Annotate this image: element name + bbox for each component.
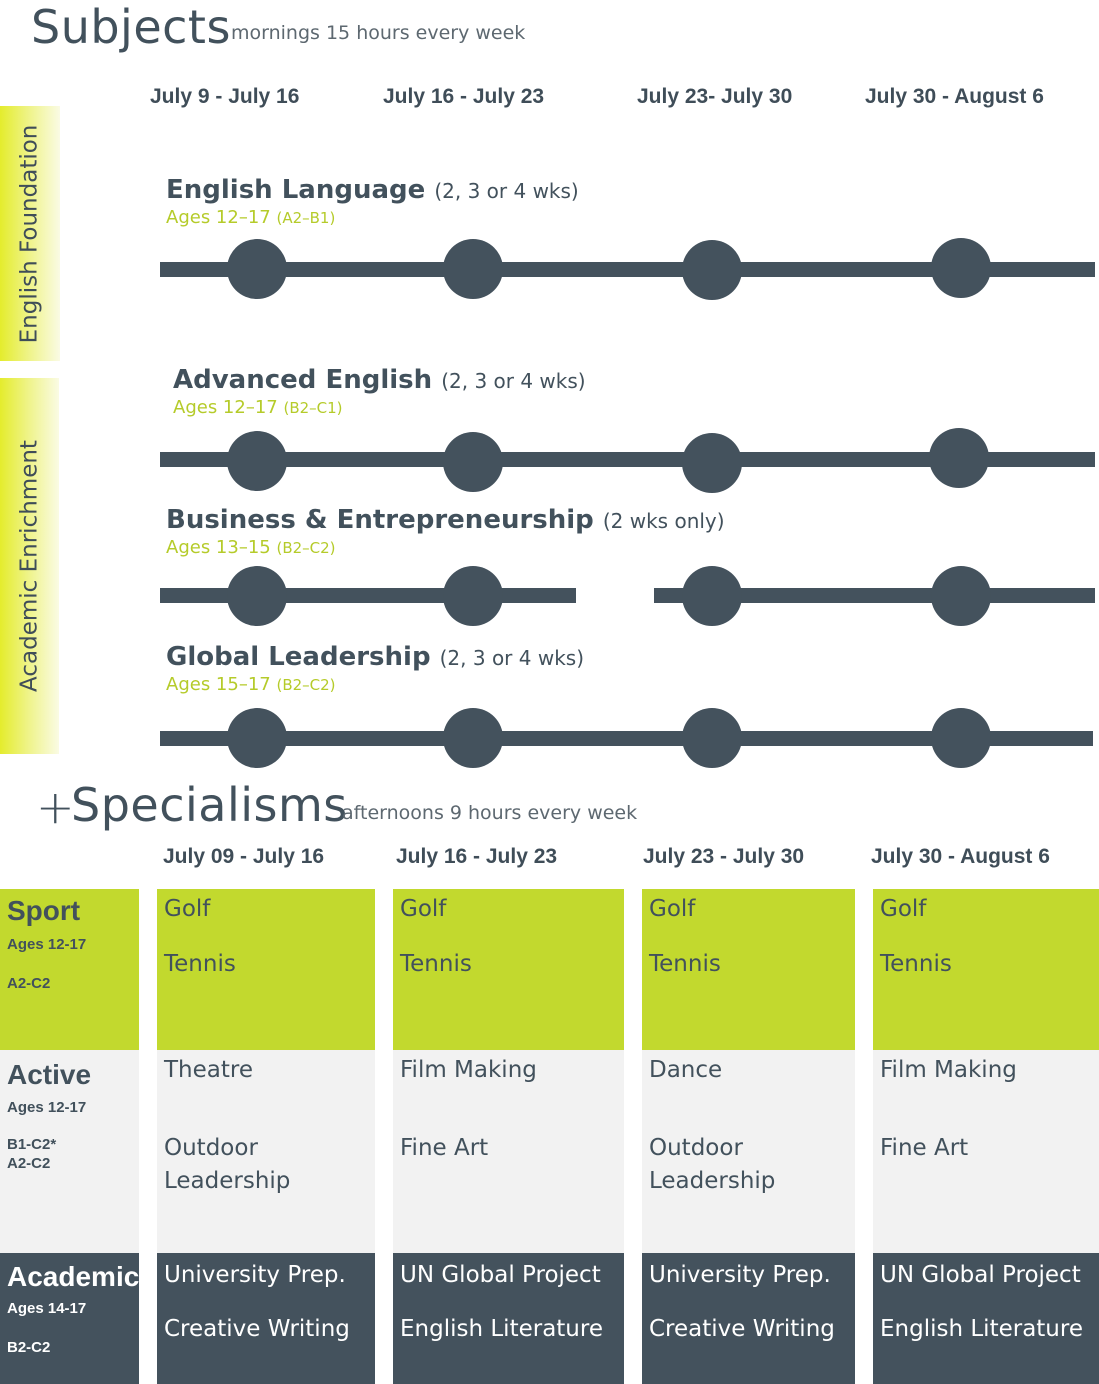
week-dot bbox=[443, 708, 503, 768]
sport-week-4 bbox=[873, 889, 1099, 1050]
course-duration: (2 wks only) bbox=[602, 509, 725, 533]
row-levels: A2-C2 bbox=[7, 975, 51, 992]
academic-week-2 bbox=[393, 1253, 624, 1384]
activity: Tennis bbox=[649, 951, 721, 977]
active-week-1 bbox=[157, 1050, 375, 1253]
course-name: Business & Entrepreneurship bbox=[166, 505, 594, 535]
english-foundation-bar bbox=[0, 106, 60, 361]
activity: Outdoor Leadership bbox=[164, 1135, 291, 1194]
week-dot bbox=[682, 708, 742, 768]
row-levels: B2-C2 bbox=[7, 1339, 51, 1356]
row-ages: Ages 12-17 bbox=[7, 1099, 87, 1116]
activity: Theatre bbox=[164, 1057, 253, 1083]
week-dot bbox=[931, 238, 991, 298]
week-header-3: July 23- July 30 bbox=[637, 85, 793, 108]
row-title: Active bbox=[7, 1059, 92, 1090]
specialisms-subtitle: afternoons 9 hours every week bbox=[342, 802, 638, 824]
course-level: (A2–B1) bbox=[276, 209, 336, 227]
course-ages bbox=[166, 539, 336, 557]
week-dot bbox=[443, 239, 503, 299]
activity: University Prep. bbox=[649, 1262, 831, 1288]
row-title: Sport bbox=[7, 895, 81, 926]
course-title bbox=[166, 644, 584, 670]
activity: Golf bbox=[164, 896, 211, 922]
week-dot bbox=[443, 432, 503, 492]
week-dot bbox=[929, 428, 989, 488]
spec-week-header-3: July 23 - July 30 bbox=[643, 845, 805, 868]
sport-week-1 bbox=[157, 889, 375, 1050]
spec-week-header-2: July 16 - July 23 bbox=[396, 845, 558, 868]
activity: Golf bbox=[649, 896, 696, 922]
activity: Tennis bbox=[880, 951, 952, 977]
course-name: Advanced English bbox=[173, 365, 433, 395]
academic-enrichment-bar bbox=[0, 378, 59, 754]
activity: Tennis bbox=[164, 951, 236, 977]
activity: UN Global Project bbox=[880, 1262, 1081, 1288]
row-header-active bbox=[0, 1050, 139, 1253]
course-age-range: Ages 13–15 bbox=[166, 537, 271, 558]
week-dot bbox=[227, 708, 287, 768]
course-name: English Language bbox=[166, 175, 426, 205]
spec-week-header-4: July 30 - August 6 bbox=[871, 845, 1050, 868]
row-ages: Ages 12-17 bbox=[7, 936, 87, 953]
activity: Golf bbox=[880, 896, 927, 922]
week-dot bbox=[443, 566, 503, 626]
course-ages bbox=[166, 676, 336, 694]
timeline-track bbox=[160, 588, 576, 603]
course-name: Global Leadership bbox=[166, 642, 431, 672]
activity: Tennis bbox=[400, 951, 472, 977]
course-title bbox=[166, 507, 725, 533]
activity: University Prep. bbox=[164, 1262, 346, 1288]
week-dot bbox=[227, 431, 287, 491]
week-header-4: July 30 - August 6 bbox=[865, 85, 1044, 108]
week-header-1: July 9 - July 16 bbox=[150, 85, 300, 108]
week-dot bbox=[227, 239, 287, 299]
active-week-4 bbox=[873, 1050, 1099, 1253]
activity: Fine Art bbox=[880, 1135, 969, 1161]
academic-enrichment-label: Academic Enrichment bbox=[16, 440, 42, 692]
course-age-range: Ages 12–17 bbox=[166, 207, 271, 228]
subjects-title: Subjects bbox=[31, 0, 231, 54]
course-age-range: Ages 12–17 bbox=[173, 397, 278, 418]
activity: Creative Writing bbox=[649, 1316, 835, 1342]
course-level: (B2–C2) bbox=[276, 539, 336, 557]
academic-week-1 bbox=[157, 1253, 375, 1384]
subjects-subtitle: mornings 15 hours every week bbox=[231, 22, 526, 44]
course-title bbox=[166, 177, 579, 203]
academic-week-4 bbox=[873, 1253, 1099, 1384]
activity: Fine Art bbox=[400, 1135, 489, 1161]
week-dot bbox=[227, 566, 287, 626]
row-header-academic bbox=[0, 1253, 139, 1384]
course-title bbox=[173, 367, 586, 393]
row-ages: Ages 14-17 bbox=[7, 1300, 87, 1317]
spec-week-header-1: July 09 - July 16 bbox=[163, 845, 325, 868]
week-dot bbox=[931, 566, 991, 626]
academic-week-3 bbox=[642, 1253, 855, 1384]
course-duration: (2, 3 or 4 wks) bbox=[434, 179, 579, 203]
week-header-2: July 16 - July 23 bbox=[383, 85, 545, 108]
specialisms-title: Specialisms bbox=[71, 778, 348, 832]
sport-week-3 bbox=[642, 889, 855, 1050]
activity: UN Global Project bbox=[400, 1262, 601, 1288]
course-age-range: Ages 15–17 bbox=[166, 674, 271, 695]
activity: English Literature bbox=[880, 1316, 1083, 1342]
week-dot bbox=[682, 433, 742, 493]
activity: Dance bbox=[649, 1057, 723, 1083]
course-duration: (2, 3 or 4 wks) bbox=[441, 369, 586, 393]
active-week-2 bbox=[393, 1050, 624, 1253]
activity: Creative Writing bbox=[164, 1316, 350, 1342]
activity: English Literature bbox=[400, 1316, 603, 1342]
course-level: (B2–C2) bbox=[276, 676, 336, 694]
specialisms-plus: + bbox=[36, 780, 76, 834]
english-foundation-label: English Foundation bbox=[16, 124, 43, 343]
activity: Film Making bbox=[400, 1057, 537, 1083]
row-levels: A2-C2 bbox=[7, 1155, 51, 1172]
row-header-sport bbox=[0, 889, 139, 1050]
active-week-3 bbox=[642, 1050, 855, 1253]
activity: Film Making bbox=[880, 1057, 1017, 1083]
activity: Outdoor Leadership bbox=[649, 1135, 776, 1194]
course-level: (B2–C1) bbox=[283, 399, 343, 417]
course-duration: (2, 3 or 4 wks) bbox=[439, 646, 585, 670]
week-dot bbox=[682, 240, 742, 300]
week-dot bbox=[931, 708, 991, 768]
row-levels: B1-C2* bbox=[7, 1136, 57, 1153]
activity: Golf bbox=[400, 896, 447, 922]
row-title: Academic bbox=[7, 1261, 140, 1292]
course-ages bbox=[166, 209, 335, 227]
week-dot bbox=[682, 566, 742, 626]
sport-week-2 bbox=[393, 889, 624, 1050]
course-ages bbox=[173, 399, 343, 417]
